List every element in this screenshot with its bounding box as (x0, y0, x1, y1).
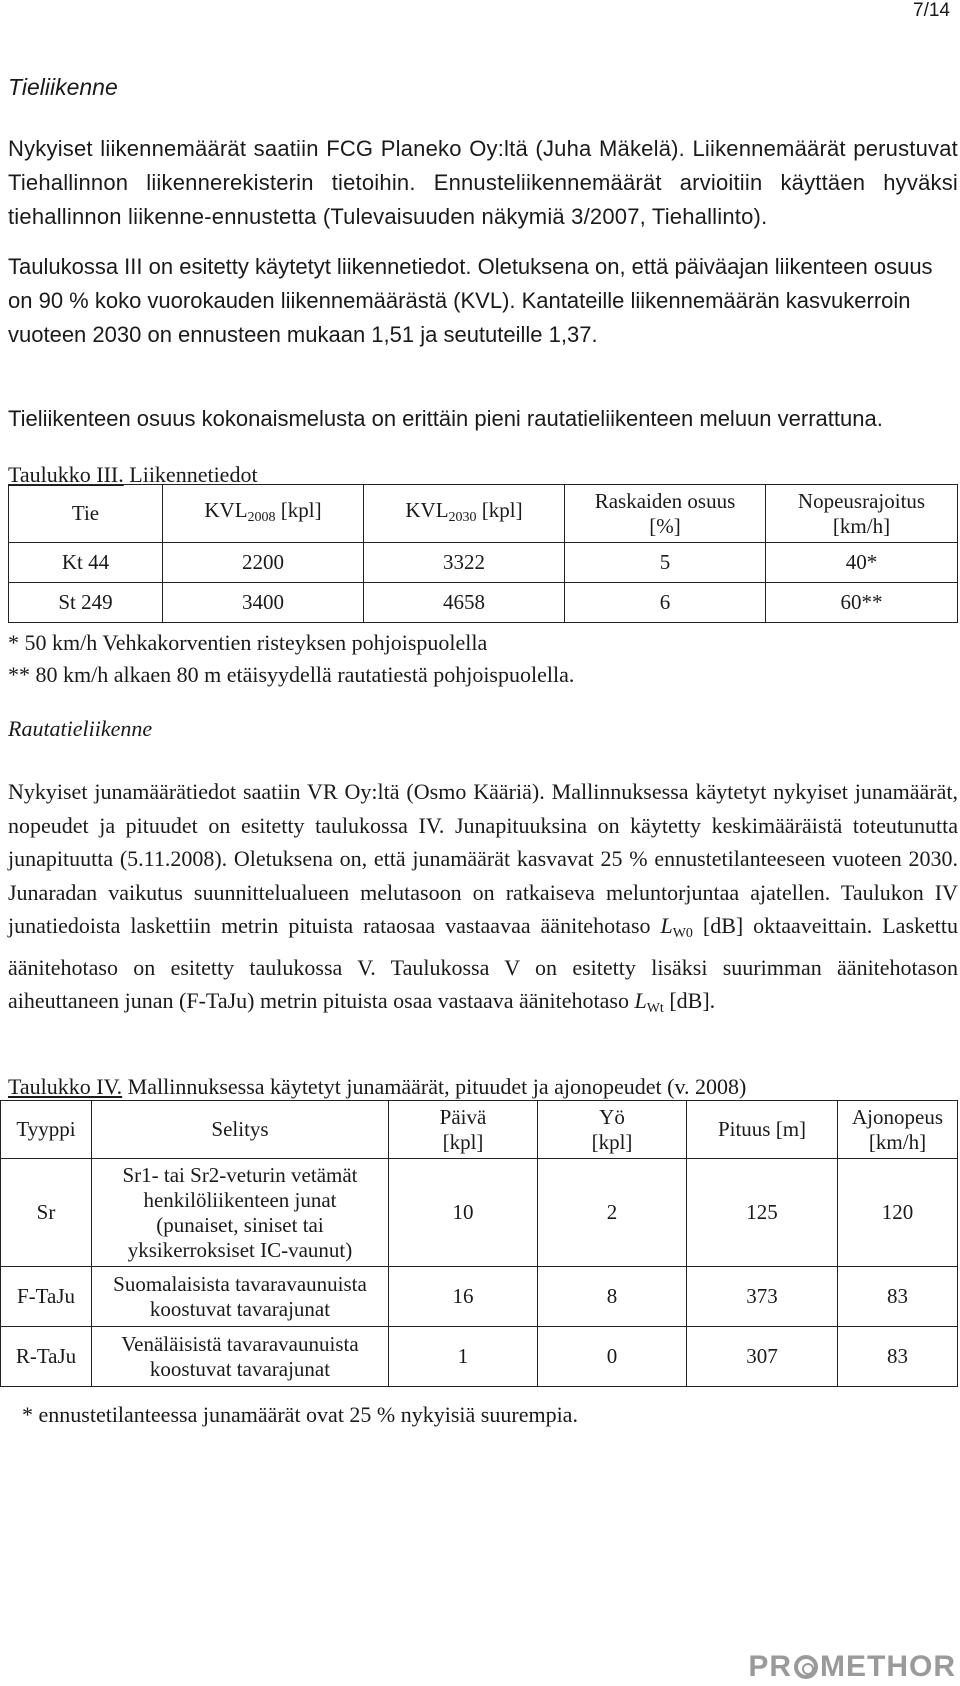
header-tyyppi: Tyyppi (1, 1101, 92, 1159)
paragraph-road-share: Tieliikenteen osuus kokonaismelusta on erittäin pieni rautatieliikenteen meluun verrattuna. (8, 406, 883, 431)
page-number: 7/14 (913, 0, 950, 21)
cell-paiva: 16 (389, 1267, 538, 1327)
table-row (1, 1267, 958, 1327)
table-header-row (9, 485, 958, 543)
cell-tyyppi: F-TaJu (1, 1267, 92, 1327)
table-row (1, 1159, 958, 1267)
paragraph-traffic-data: Taulukossa III on esitetty käytetyt liikennetiedot. Oletuksena on, että päiväajan liikenteen osuus on 90 % koko vuorokauden liikennemäärästä (KVL). Kantateille liikennemäärän kasvukerroin vuoteen 2030 on ennusteen mukaan 1,51 ja seututeille 1,37. (8, 254, 933, 347)
paragraph-rail-traffic: Nykyiset junamäärätiedot saatiin VR Oy:ltä (Osmo Kääriä). Mallinnuksessa käytetyt nykyiset junamäärät, nopeudet ja pituudet on esitetty taulukossa IV. Junapituuksina on käytetty keskimääräistä toteutunutta junapituutta (5.11.2008). Oletuksena on, että junamäärät kasvavat 25 % ennustetilanteeseen vuoteen 2030. Junaradan vaikutus suunnittelualueen melutasoon on ratkaiseva meluntorjuntaa ajatellen. Taulukon IV junatiedoista laskettiin metrin pituista rataosaa vastaavaa äänitehotaso $L_{W0}$ [dB] oktaaveittain. Laskettu äänitehotaso on esitetty taulukossa V. Taulukossa V on esitetty lisäksi suurimman äänitehotason aiheuttaneen junan (F-TaJu) metrin pituista osaa vastaava äänitehotaso $L_{Wt}$ [dB]. (8, 779, 958, 1016)
table3-caption-text: Liikennetiedot (123, 462, 258, 487)
cell-pituus: 373 (687, 1267, 838, 1327)
cell-ajonopeus: 83 (838, 1327, 958, 1387)
cell-selitys: Suomalaisista tavaravaunuista koostuvat tavarajunat (92, 1267, 389, 1327)
header-yo: Yö [kpl] (538, 1101, 687, 1159)
section-heading-tieliikenne: Tieliikenne (8, 74, 118, 100)
cell-kvl2030: 3322 (364, 543, 565, 583)
table4-caption-text: Mallinnuksessa käytetyt junamäärät, pituudet ja ajonopeudet (v. 2008) (122, 1074, 747, 1099)
header-kvl2030: $KVL_{2030}$ [kpl] (364, 485, 565, 543)
table4-caption (8, 1074, 746, 1100)
header-tie: Tie (9, 485, 163, 543)
table-row (9, 583, 958, 623)
cell-nopeus: 40* (766, 543, 958, 583)
cell-tyyppi: R-TaJu (1, 1327, 92, 1387)
table4-note: * ennustetilanteessa junamäärät ovat 25 % nykyisiä suurempia. (22, 1402, 578, 1427)
cell-paiva: 10 (389, 1159, 538, 1267)
table-row (9, 543, 958, 583)
cell-ajonopeus: 83 (838, 1267, 958, 1327)
logo-ring-icon (794, 1655, 818, 1679)
cell-pituus: 125 (687, 1159, 838, 1267)
cell-pituus: 307 (687, 1327, 838, 1387)
cell-kvl2030: 4658 (364, 583, 565, 623)
header-paiva: Päivä [kpl] (389, 1101, 538, 1159)
cell-kvl2008: 2200 (163, 543, 364, 583)
table3-note-2: ** 80 km/h alkaen 80 m etäisyydellä rautatiestä pohjoispuolella. (8, 662, 575, 687)
cell-ajonopeus: 120 (838, 1159, 958, 1267)
header-kvl2008: $KVL_{2008}$ [kpl] (163, 485, 364, 543)
cell-yo: 0 (538, 1327, 687, 1387)
cell-tie: St 249 (9, 583, 163, 623)
cell-tyyppi: Sr (1, 1159, 92, 1267)
table-header-row (1, 1101, 958, 1159)
cell-selitys: Sr1- tai Sr2-veturin vetämät henkilöliikenteen junat (punaiset, siniset tai yksikerroksiset IC-vaunut) (92, 1159, 389, 1267)
section-heading-rautatieliikenne: Rautatieliikenne (8, 716, 153, 741)
cell-paiva: 1 (389, 1327, 538, 1387)
promethor-logo: PR METHOR (748, 1650, 956, 1683)
train-data-table (0, 1100, 958, 1387)
table-row (1, 1327, 958, 1387)
header-selitys: Selitys (92, 1101, 389, 1159)
table3-caption-label: Taulukko III. (8, 462, 124, 487)
cell-tie: Kt 44 (9, 543, 163, 583)
cell-yo: 2 (538, 1159, 687, 1267)
paragraph-traffic-source: Nykyiset liikennemäärät saatiin FCG Planeko Oy:ltä (Juha Mäkelä). Liikennemäärät perustuvat Tiehallinnon liikennerekisterin tietoihin. Ennusteliikennemäärät arvioitiin käyttäen hyväksi tiehallinnon liikenne-ennustetta (Tulevaisuuden näkymiä 3/2007, Tiehallinto). (8, 136, 958, 229)
cell-raskaiden: 6 (565, 583, 766, 623)
cell-raskaiden: 5 (565, 543, 766, 583)
cell-kvl2008: 3400 (163, 583, 364, 623)
table3-note-1: * 50 km/h Vehkakorventien risteyksen pohjoispuolella (8, 630, 488, 655)
cell-yo: 8 (538, 1267, 687, 1327)
cell-nopeus: 60** (766, 583, 958, 623)
header-ajonopeus: Ajonopeus [km/h] (838, 1101, 958, 1159)
header-pituus: Pituus [m] (687, 1101, 838, 1159)
cell-selitys: Venäläisistä tavaravaunuista koostuvat tavarajunat (92, 1327, 389, 1387)
header-nopeus: Nopeusrajoitus [km/h] (766, 485, 958, 543)
table4-caption-label: Taulukko IV. (8, 1074, 123, 1099)
header-raskaiden: Raskaiden osuus [%] (565, 485, 766, 543)
traffic-data-table (8, 484, 958, 623)
